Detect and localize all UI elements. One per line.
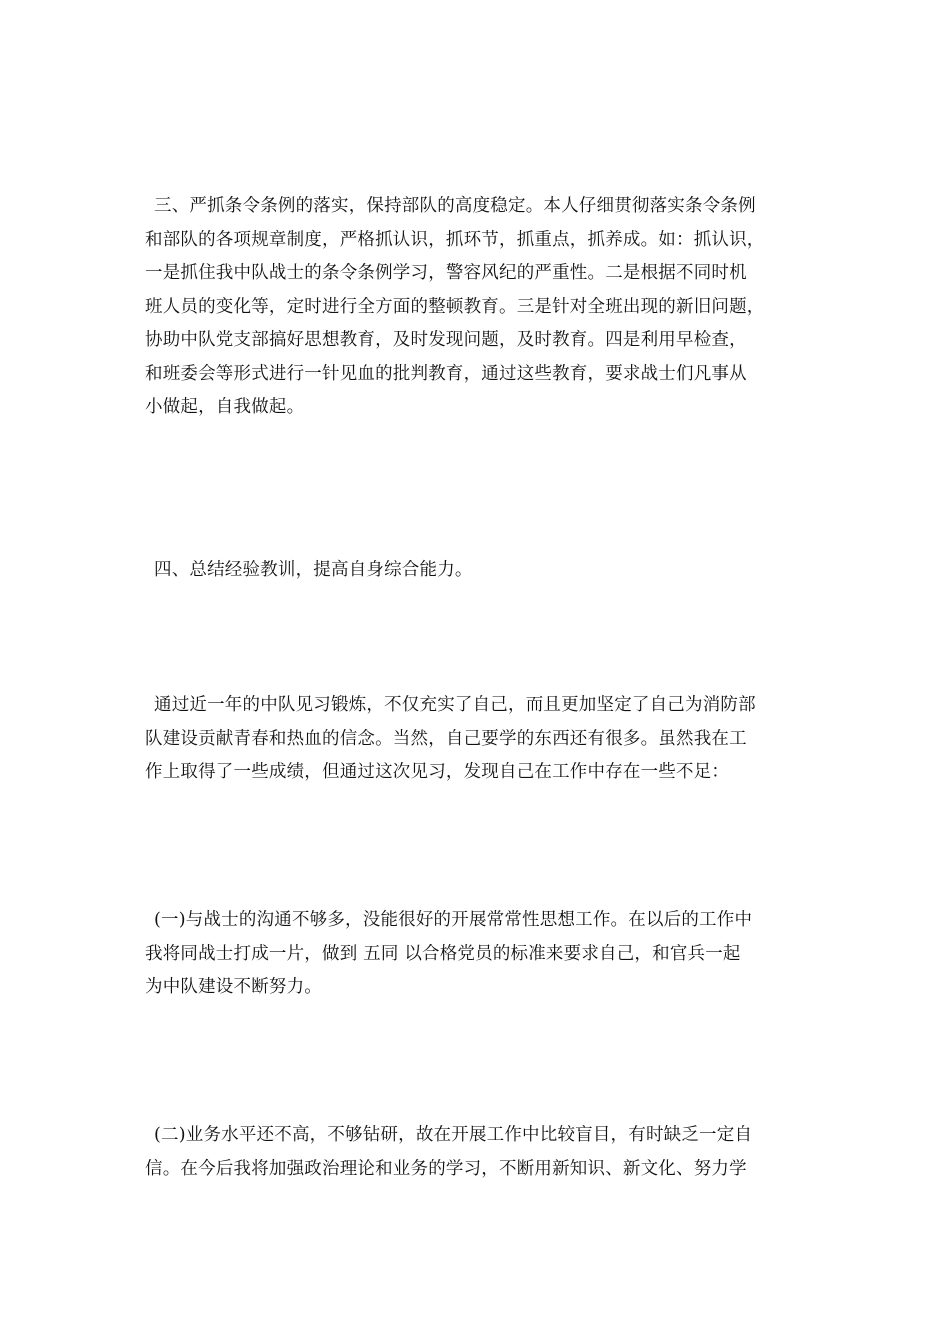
paragraph-line: 通过近一年的中队见习锻炼，不仅充实了自己，而且更加坚定了自己为消防部 [154, 695, 756, 715]
paragraph-line: (一)与战士的沟通不够多，没能很好的开展常常性思想工作。在以后的工作中 [154, 910, 753, 930]
paragraph-line: 作上取得了一些成绩，但通过这次见习，发现自己在工作中存在一些不足： [145, 762, 730, 782]
paragraph-line: 小做起，自我做起。 [145, 397, 305, 417]
paragraph-line: (二)业务水平还不高，不够钻研，故在开展工作中比较盲目，有时缺乏一定自 [154, 1125, 753, 1145]
paragraph-line: 和班委会等形式进行一针见血的批判教育，通过这些教育，要求战士们凡事从 [145, 363, 747, 384]
paragraph-shortcoming-two [145, 1119, 810, 1186]
paragraph-line: 为中队建设不断努力。 [145, 977, 322, 997]
section-heading-four [145, 554, 810, 588]
paragraph-line: 信。在今后我将加强政治理论和业务的学习，不断用新知识、新文化、努力学 [145, 1158, 747, 1179]
paragraph-line: 一是抓住我中队战士的条令条例学习，警容风纪的严重性。二是根据不同时机 [145, 263, 747, 283]
paragraph-line: 三、严抓条令条例的落实，保持部队的高度稳定。本人仔细贯彻落实条令条例 [154, 196, 756, 216]
paragraph-summary [145, 689, 810, 790]
paragraph-line: 班人员的变化等，定时进行全方面的整顿教育。三是针对全班出现的新旧问题， [145, 296, 765, 317]
paragraph-line: 我将同战士打成一片，做到 五同 以合格党员的标准来要求自己，和官兵一起 [145, 943, 741, 964]
paragraph-line: 协助中队党支部搞好思想教育，及时发现问题，及时教育。四是利用早检查， [145, 330, 747, 350]
heading-line: 四、总结经验教训，提高自身综合能力。 [154, 560, 473, 580]
paragraph-line: 和部队的各项规章制度，严格抓认识，抓环节，抓重点，抓养成。如：抓认识， [145, 229, 765, 250]
paragraph-line: 队建设贡献青春和热血的信念。当然，自己要学的东西还有很多。虽然我在工 [145, 728, 747, 749]
paragraph-section-three [145, 190, 810, 425]
paragraph-shortcoming-one [145, 904, 810, 1005]
